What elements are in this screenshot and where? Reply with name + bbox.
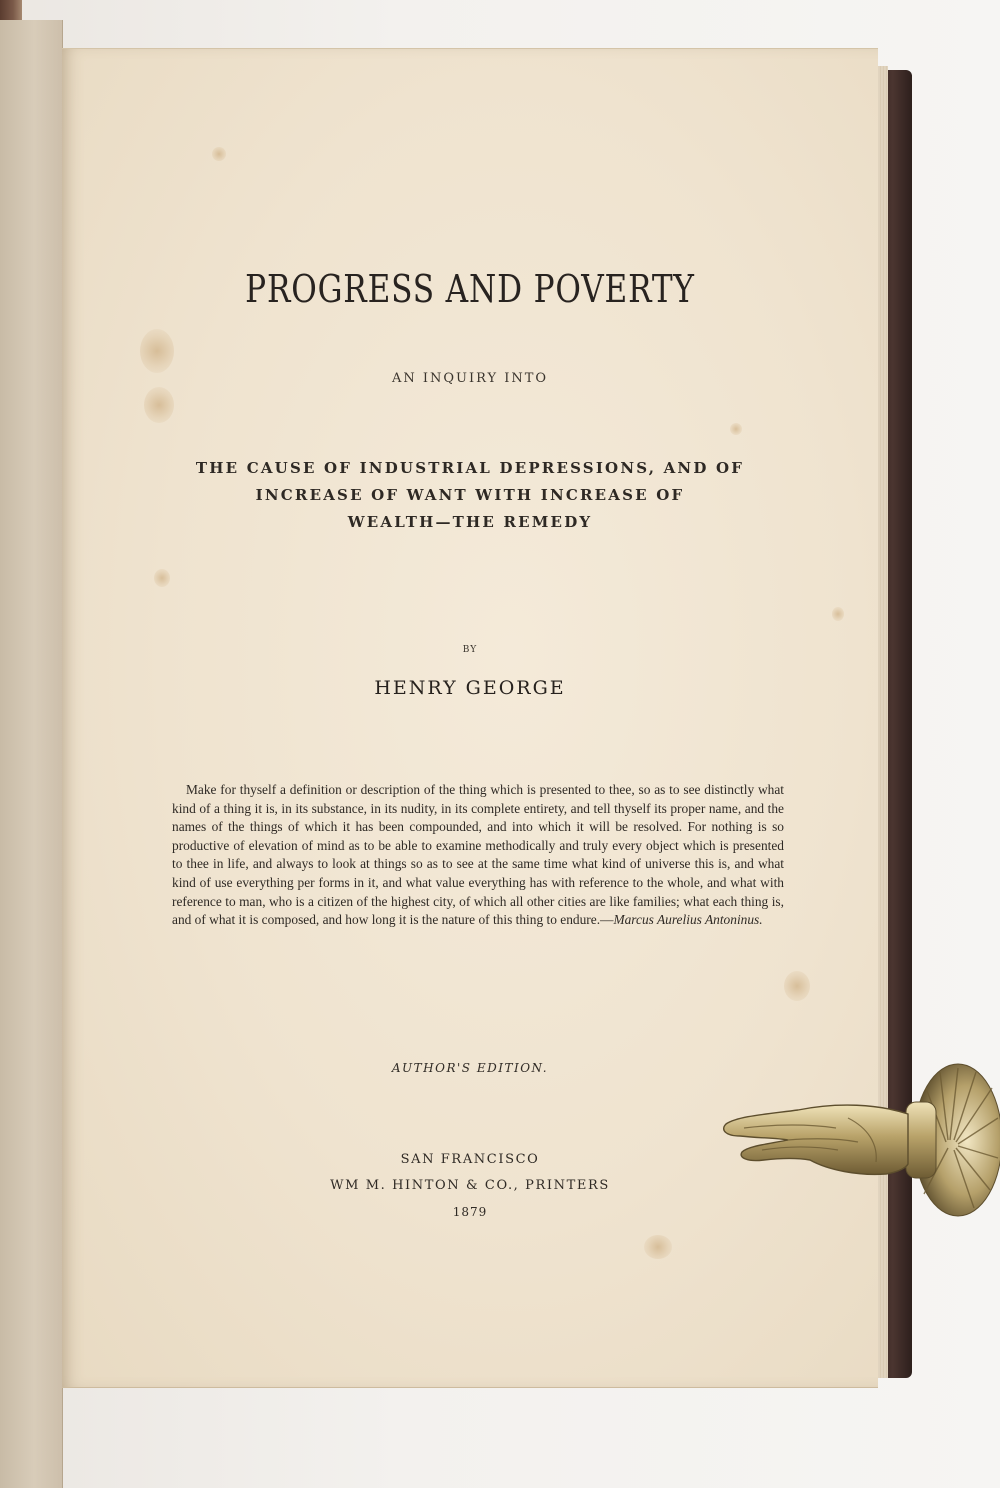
- epigraph-text: Make for thyself a definition or description of the thing which is presented to thee, so as to see distinctly what kind of a thing it is, in its substance, in its nudity, in its complete entirety, and tell thyself its proper name, and the names of the things of which it has been compounded, and into which it will be resolved. For nothing is so productive of elevation of mind as to be able to examine methodically and truly every object which is presented to thee in life, and always to look at things so as to see at the same time what kind of universe this is, and what kind of use everything per forms in it, and what value everything has with reference to the whole, and what with reference to man, who is a citizen of the highest city, of which all other cities are like families; what each thing is, and of what it is composed, and how long it is the nature of this thing to endure.—: [172, 782, 784, 928]
- epigraph-attribution: Marcus Aurelius Antoninus.: [613, 912, 763, 928]
- by-line: BY: [462, 645, 478, 655]
- book-subtitle: AN INQUIRY INTO: [391, 371, 549, 386]
- book-title: PROGRESS AND POVERTY: [245, 267, 695, 311]
- foxing-spot: [154, 569, 170, 587]
- author-name: HENRY GEORGE: [374, 677, 566, 699]
- subject-line-3: WEALTH—THE REMEDY: [347, 513, 593, 531]
- epigraph: [172, 781, 784, 930]
- subject-line-2: INCREASE OF WANT WITH INCREASE OF: [255, 486, 685, 504]
- bookmark-graphic: [718, 1058, 1000, 1226]
- foxing-spot: [140, 329, 174, 373]
- imprint-city: SAN FRANCISCO: [400, 1152, 540, 1167]
- left-page: [0, 20, 63, 1488]
- foxing-spot: [730, 423, 742, 435]
- foxing-spot: [784, 971, 810, 1001]
- foxing-spot: [212, 147, 226, 161]
- brass-hand-bookmark-icon: [718, 1058, 1000, 1226]
- book-subject: [62, 455, 878, 536]
- imprint-year: 1879: [452, 1205, 488, 1219]
- foxing-spot: [644, 1235, 672, 1259]
- edition-label: AUTHOR'S EDITION.: [391, 1061, 549, 1075]
- foxing-spot: [832, 607, 844, 621]
- imprint-printer: WM M. HINTON & CO., PRINTERS: [330, 1178, 610, 1193]
- subject-line-1: THE CAUSE OF INDUSTRIAL DEPRESSIONS, AND OF: [195, 459, 745, 477]
- foxing-spot: [144, 387, 174, 423]
